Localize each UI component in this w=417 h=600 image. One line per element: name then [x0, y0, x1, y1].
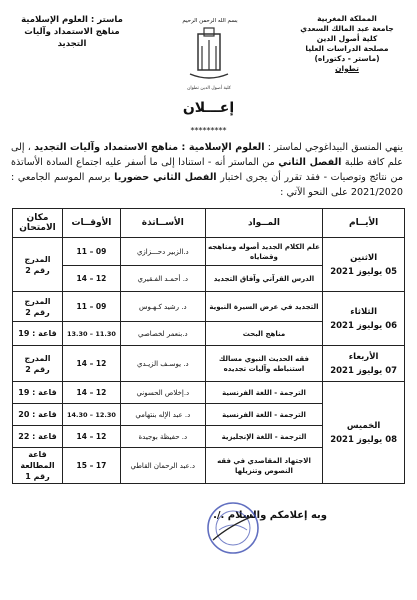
professor-cell: د. يوسـف الزيـدي: [120, 346, 205, 382]
closing-line: وبه إعلامكم والسلام ./.: [213, 510, 327, 521]
day-cell: [323, 292, 405, 346]
subject-cell: الاجتهاد المقاصدي في فقه النصوص وتنزيلها: [205, 448, 323, 484]
column-header: الأوقــات: [62, 209, 120, 238]
professor-cell: د. رشيد كـهـوس: [120, 292, 205, 322]
professor-cell: د.إخلاص الحسوني: [120, 382, 205, 404]
day-cell: [323, 346, 405, 382]
table-row: [13, 346, 405, 382]
program-line: مناهج الاستمداد وآليات التجديد: [24, 27, 120, 49]
table-header-row: [13, 209, 405, 238]
time-cell: 14 – 12: [62, 346, 120, 382]
room-cell: المدرج رقم 2: [13, 292, 63, 322]
room-cell: قاعة : 19: [13, 382, 63, 404]
intro-bold: الفصل الثاني حضوريا: [114, 172, 217, 183]
intro-bold: العلوم الإسلامية : مناهج الاستمداد وآليات التجديد: [34, 142, 265, 153]
professor-cell: د.بنعمر لخصاصي: [120, 322, 205, 346]
header-line: كلية أصول الدين: [316, 34, 378, 43]
time-cell: 15 – 17: [62, 448, 120, 484]
time-cell: 13.30 – 11.30: [62, 322, 120, 346]
header-line: مصلحة الدراسات العليا: [305, 44, 389, 53]
time-cell: 14.30 – 12.30: [62, 404, 120, 426]
room-cell: المدرج رقم 2: [13, 238, 63, 292]
professor-cell: د.عبد الرحمان القاطي: [120, 448, 205, 484]
time-cell: 14 – 12: [62, 266, 120, 292]
table-row: [13, 292, 405, 322]
intro-text: برسم الموسم الجامعي : 2021/2020 على النحو الآتي :: [11, 172, 403, 198]
day-name: الأربعاء: [348, 351, 379, 362]
subject-cell: التجديد في عرض السيرة النبوية: [205, 292, 323, 322]
program-line: ماستر : العلوم الإسلامية: [21, 15, 123, 25]
program-header: [12, 14, 132, 50]
professor-cell: د. عبد الإله بنتهامي: [120, 404, 205, 426]
intro-text: ينهي المنسق البيداغوجي لماستر :: [267, 142, 403, 153]
room-cell: قاعة : 20: [13, 404, 63, 426]
intro-bold: الفصل الثاني: [278, 157, 342, 168]
subject-cell: علم الكلام الجديد أصوله ومناهجه وقضاياه: [205, 238, 323, 266]
header-line: المملكة المغربية: [317, 14, 377, 23]
column-header: المــواد: [205, 209, 323, 238]
announcement-body: [11, 140, 403, 200]
day-name: الاثنين: [350, 252, 378, 263]
time-cell: 14 – 12: [62, 426, 120, 448]
header-line: جامعة عبد المالك السعدي: [300, 24, 394, 33]
exam-schedule-table: [12, 208, 405, 484]
university-logo-icon: [180, 26, 238, 84]
intro-text: ، إلى علم كافة طلبة: [11, 142, 403, 168]
day-cell: [323, 238, 405, 292]
day-cell: [323, 382, 405, 484]
room-cell: المدرج رقم 2: [13, 346, 63, 382]
subject-cell: الترجمة - اللغة الفرنسية: [205, 382, 323, 404]
intro-text: من الماستر أنه - استنادا إلى ما أسفر عليه اجتماع السادة الأساتذة من نتائج وتوصيات - فقد تقرر أن يجرى اختبار: [11, 157, 403, 183]
basmala: بسم الله الرحمن الرحيم: [182, 18, 238, 24]
day-date: 05 يوليوز 2021: [330, 266, 398, 277]
room-cell: قاعة : 19: [13, 322, 63, 346]
table-row: [13, 382, 405, 404]
subject-cell: الدرس القرآني وآفاق التجديد: [205, 266, 323, 292]
subject-cell: الترجمة - اللغة الفرنسية: [205, 404, 323, 426]
day-name: الثلاثاء: [350, 306, 377, 317]
subject-cell: فقه الحديث النبوي مسالك استنباطه وآليات تجديده: [205, 346, 323, 382]
table-row: [13, 238, 405, 266]
time-cell: 11 – 09: [62, 292, 120, 322]
subject-cell: مناهج البحث: [205, 322, 323, 346]
room-cell: قاعة المطالعة رقم 1: [13, 448, 63, 484]
column-header: الأســاتذة: [120, 209, 205, 238]
day-name: الخميس: [346, 420, 381, 431]
time-cell: 14 – 12: [62, 382, 120, 404]
official-stamp-icon: [205, 500, 261, 556]
day-date: 08 يوليوز 2021: [330, 434, 398, 445]
day-date: 06 يوليوز 2021: [330, 320, 398, 331]
professor-cell: د. حفيظة بوجيدة: [120, 426, 205, 448]
column-header: الأيــام: [323, 209, 405, 238]
header-line: (ماستر - دكتوراه): [314, 54, 380, 63]
professor-cell: د. أحمـد الفـقيري: [120, 266, 205, 292]
column-header: مكان الامتحان: [13, 209, 63, 238]
day-date: 07 يوليوز 2021: [330, 365, 398, 376]
room-cell: قاعة : 22: [13, 426, 63, 448]
time-cell: 11 – 09: [62, 238, 120, 266]
professor-cell: د.الزبير دحـــزازي: [120, 238, 205, 266]
header-line: تطوان: [335, 64, 359, 73]
announcement-title: إعـــلان: [182, 100, 235, 116]
logo-caption: كلية أصول الدين تطوان: [187, 86, 231, 91]
subject-cell: الترجمة - اللغة الإنجليزية: [205, 426, 323, 448]
separator-stars: *********: [190, 126, 227, 135]
institution-header: [287, 14, 407, 74]
